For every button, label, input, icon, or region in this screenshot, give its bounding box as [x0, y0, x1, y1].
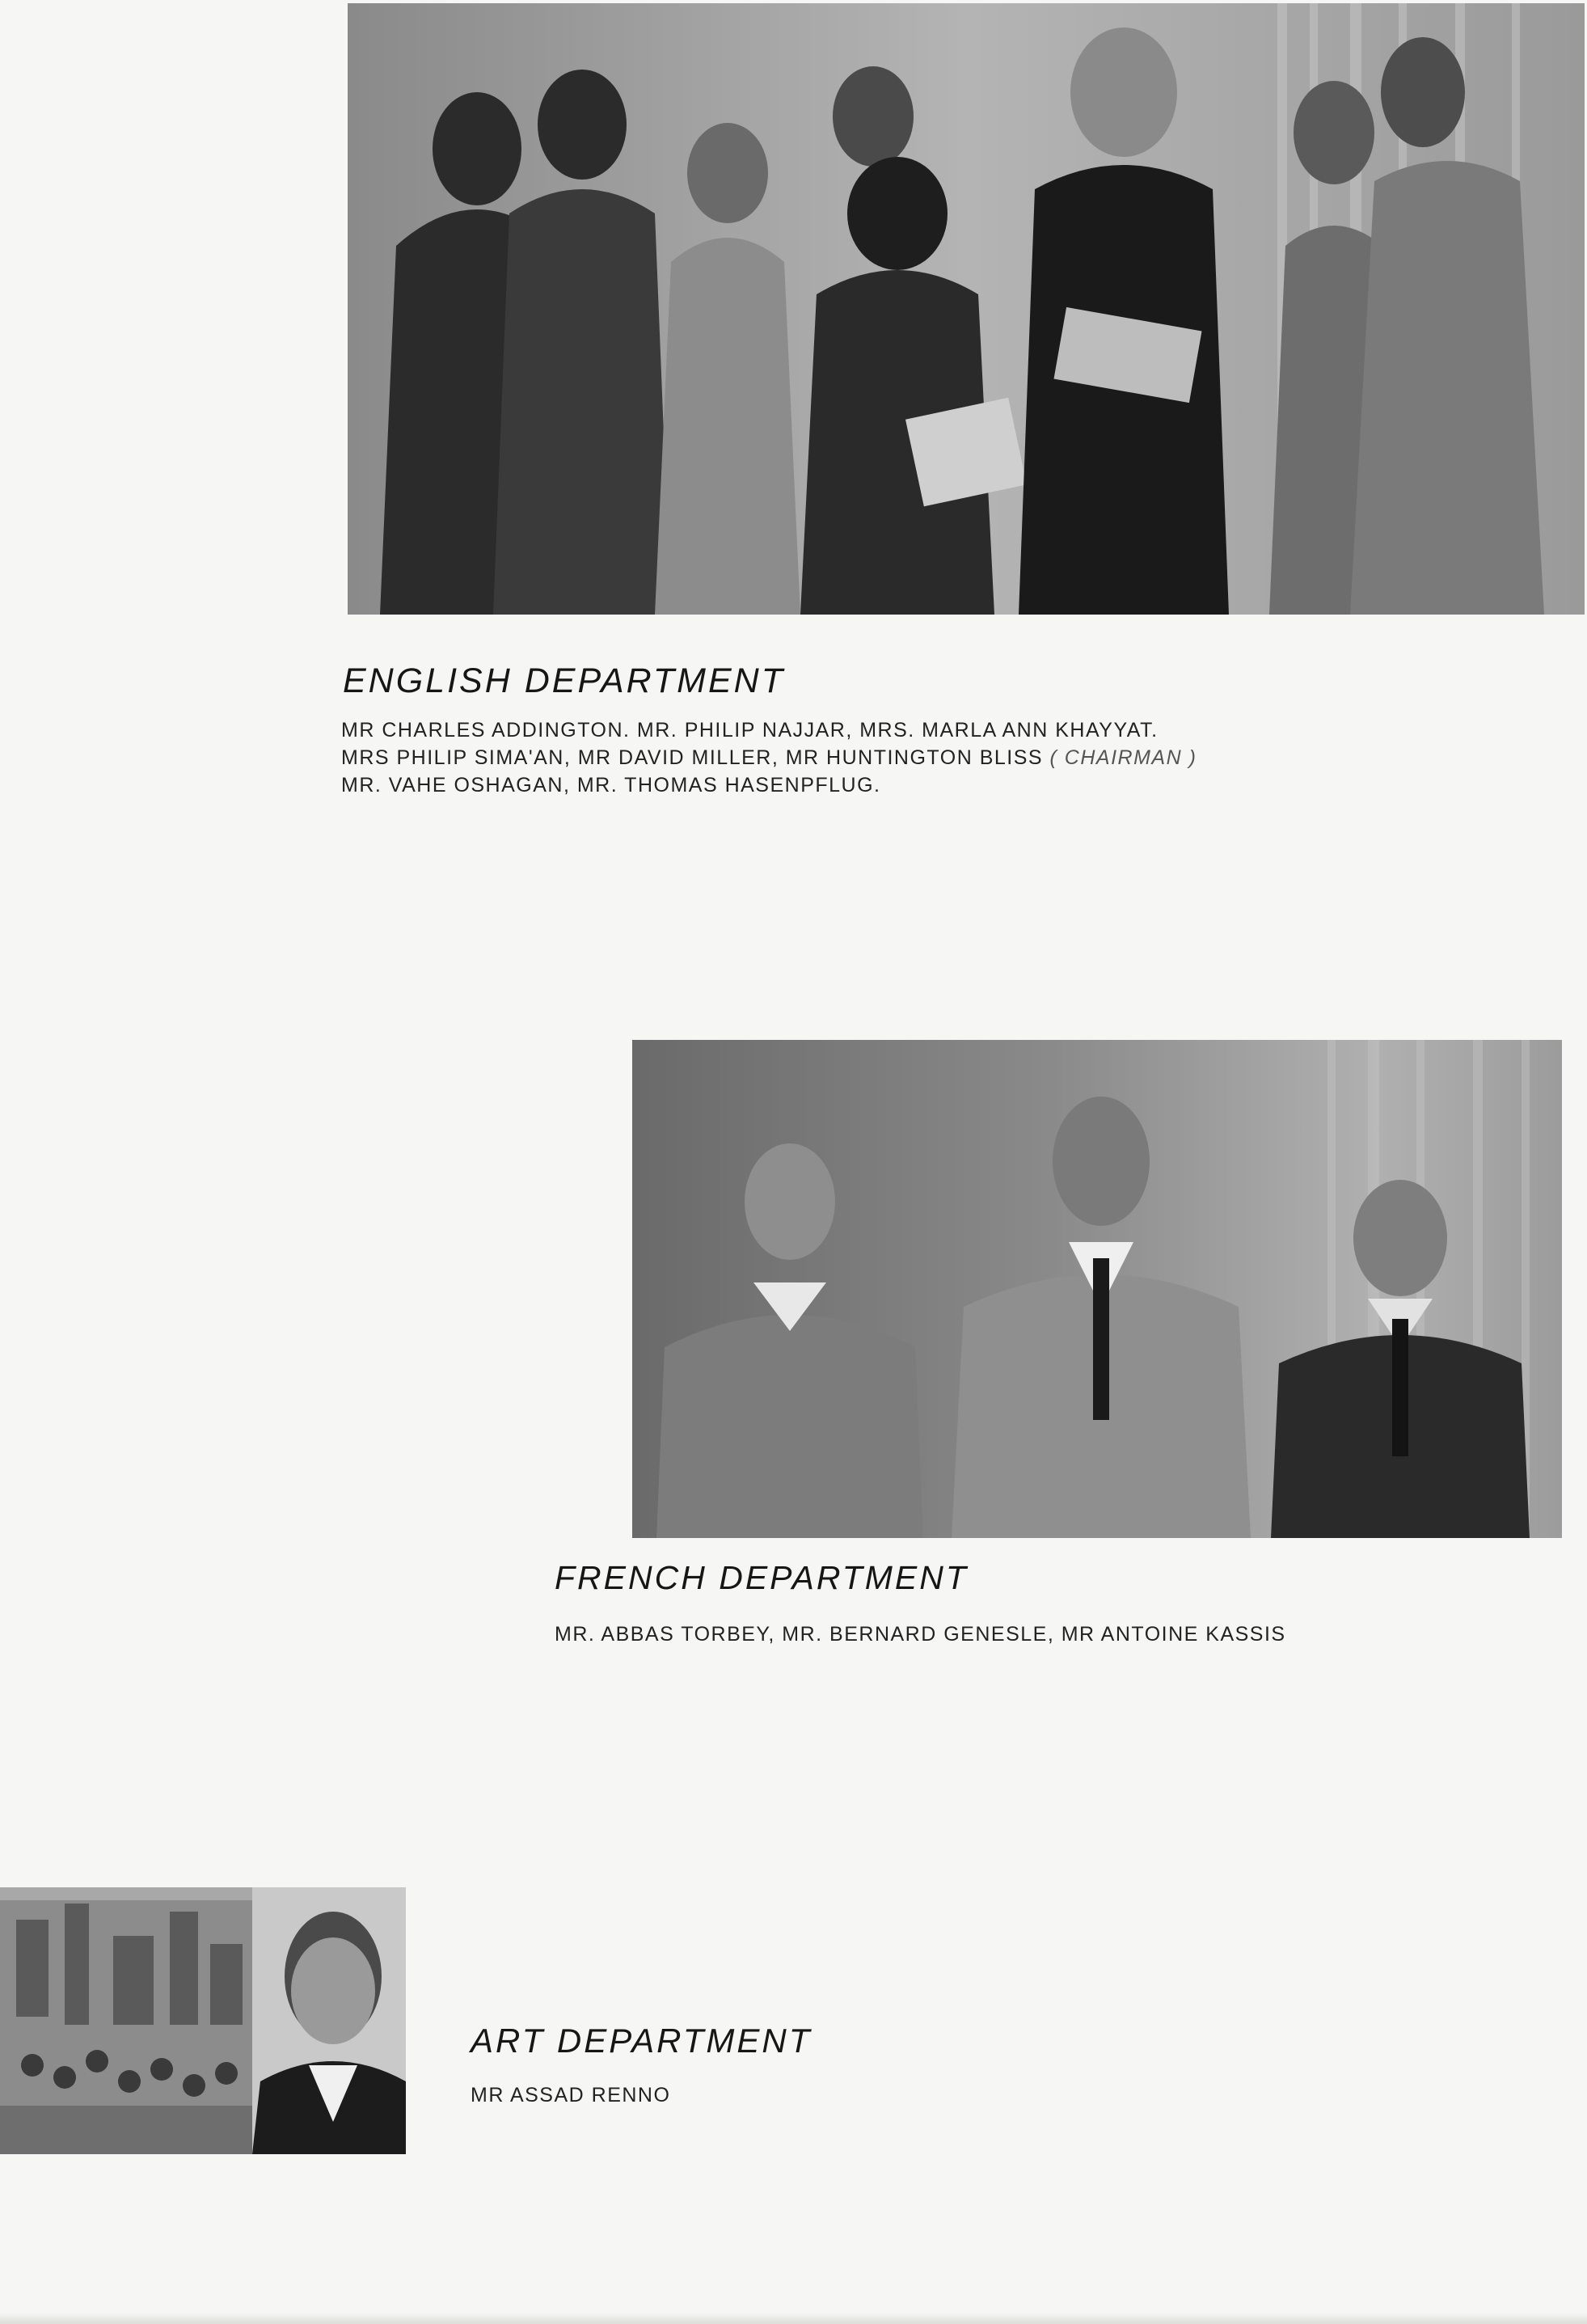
art-department-names — [471, 2081, 670, 2109]
page-bottom-edge — [0, 2313, 1587, 2324]
english-names-line-3: MR. VAHE OSHAGAN, MR. THOMAS HASENPFLUG. — [341, 774, 881, 796]
french-department-names — [555, 1620, 1286, 1648]
french-department-title: FRENCH DEPARTMENT — [555, 1559, 969, 1596]
art-names-line: MR ASSAD RENNO — [471, 2084, 671, 2106]
french-department-photo — [632, 1040, 1562, 1538]
art-teacher-portrait — [252, 1887, 406, 2154]
english-department-title: ENGLISH DEPARTMENT — [343, 661, 785, 700]
english-names-line-2 — [341, 744, 1197, 771]
english-names-line-2-main: MRS PHILIP SIMA'AN, MR DAVID MILLER, MR HUNTINGTON BLISS — [341, 746, 1050, 769]
art-painting-photo — [0, 1887, 252, 2154]
english-names-line-1: MR CHARLES ADDINGTON. MR. PHILIP NAJJAR, MRS. MARLA ANN KHAYYAT. — [341, 719, 1159, 742]
chairman-note: ( CHAIRMAN ) — [1049, 746, 1197, 769]
art-department-title: ART DEPARTMENT — [471, 2022, 812, 2060]
english-department-photo — [348, 3, 1585, 615]
french-names-line: MR. ABBAS TORBEY, MR. BERNARD GENESLE, MR ANTOINE KASSIS — [555, 1623, 1286, 1646]
english-department-names — [341, 716, 1197, 799]
